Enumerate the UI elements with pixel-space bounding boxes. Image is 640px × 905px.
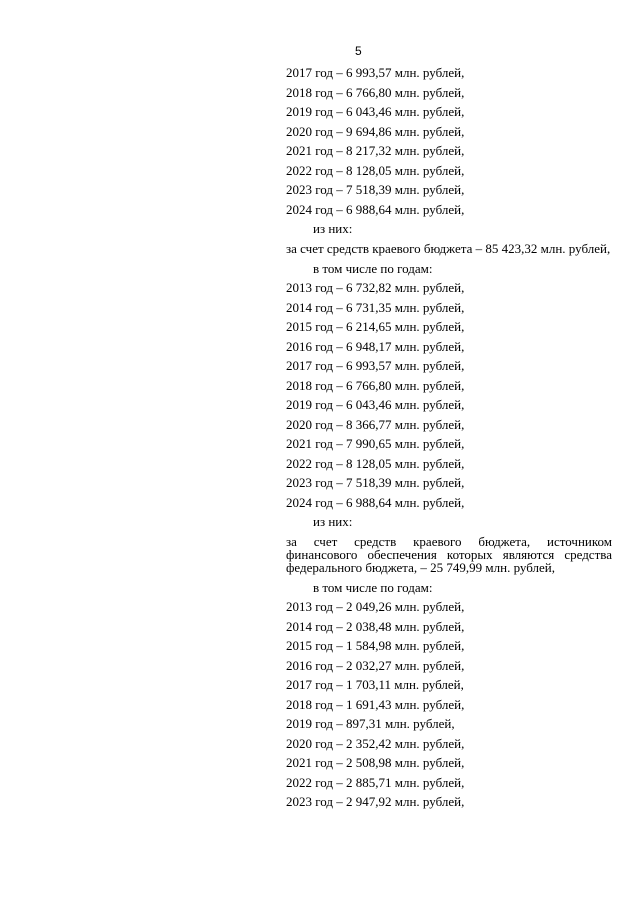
year-line: 2018 год – 6 766,80 млн. рублей,	[286, 84, 465, 100]
year-line: 2013 год – 2 049,26 млн. рублей,	[286, 599, 465, 614]
year-line: 2021 год – 8 217,32 млн. рублей,	[286, 143, 465, 158]
subheading-iz-nih: из них:	[313, 221, 353, 236]
year-line: 2022 год – 2 885,71 млн. рублей,	[286, 774, 465, 790]
subheading-iz-nih: из них:	[313, 514, 353, 529]
subheading-by-years: в том числе по годам:	[313, 579, 433, 595]
year-line: 2018 год – 6 766,80 млн. рублей,	[286, 377, 465, 393]
year-line: 2022 год – 8 128,05 млн. рублей,	[286, 162, 465, 178]
year-line: 2021 год – 7 990,65 млн. рублей,	[286, 436, 465, 451]
year-line: 2015 год – 1 584,98 млн. рублей,	[286, 638, 465, 653]
page-number: 5	[355, 44, 362, 58]
funding-text-block	[286, 63, 612, 812]
year-line: 2021 год – 2 508,98 млн. рублей,	[286, 755, 465, 770]
regional-budget-paragraph: за счет средств краевого бюджета – 85 423,32 млн. рублей,	[286, 240, 611, 256]
year-line: 2018 год – 1 691,43 млн. рублей,	[286, 696, 465, 712]
year-line: 2019 год – 897,31 млн. рублей,	[286, 716, 455, 731]
subheading-by-years: в том числе по годам:	[313, 260, 433, 276]
year-line: 2024 год – 6 988,64 млн. рублей,	[286, 494, 465, 510]
year-line: 2013 год – 6 732,82 млн. рублей,	[286, 280, 465, 295]
year-line: 2022 год – 8 128,05 млн. рублей,	[286, 455, 465, 471]
year-list-regional	[286, 278, 612, 512]
year-line: 2014 год – 2 038,48 млн. рублей,	[286, 618, 465, 634]
year-line: 2024 год – 6 988,64 млн. рублей,	[286, 201, 465, 217]
year-line: 2020 год – 8 366,77 млн. рублей,	[286, 416, 465, 432]
year-line: 2023 год – 7 518,39 млн. рублей,	[286, 182, 465, 197]
year-line: 2014 год – 6 731,35 млн. рублей,	[286, 299, 465, 315]
year-line: 2023 год – 7 518,39 млн. рублей,	[286, 475, 465, 490]
year-line: 2023 год – 2 947,92 млн. рублей,	[286, 794, 465, 809]
year-list-federal	[286, 597, 612, 812]
year-line: 2019 год – 6 043,46 млн. рублей,	[286, 104, 465, 119]
federal-budget-paragraph: за счет средств краевого бюджета, источником финансового обеспечения которых являются средства федерального бюджета, – 25 749,99 млн. рублей,	[286, 533, 612, 575]
year-line: 2020 год – 9 694,86 млн. рублей,	[286, 123, 465, 139]
year-line: 2019 год – 6 043,46 млн. рублей,	[286, 397, 465, 412]
year-line: 2016 год – 2 032,27 млн. рублей,	[286, 657, 465, 673]
year-line: 2017 год – 6 993,57 млн. рублей,	[286, 65, 465, 80]
year-line: 2016 год – 6 948,17 млн. рублей,	[286, 338, 465, 354]
year-list-total	[286, 63, 612, 219]
year-line: 2015 год – 6 214,65 млн. рублей,	[286, 319, 465, 334]
year-line: 2020 год – 2 352,42 млн. рублей,	[286, 735, 465, 751]
year-line: 2017 год – 6 993,57 млн. рублей,	[286, 358, 465, 373]
year-line: 2017 год – 1 703,11 млн. рублей,	[286, 677, 464, 692]
